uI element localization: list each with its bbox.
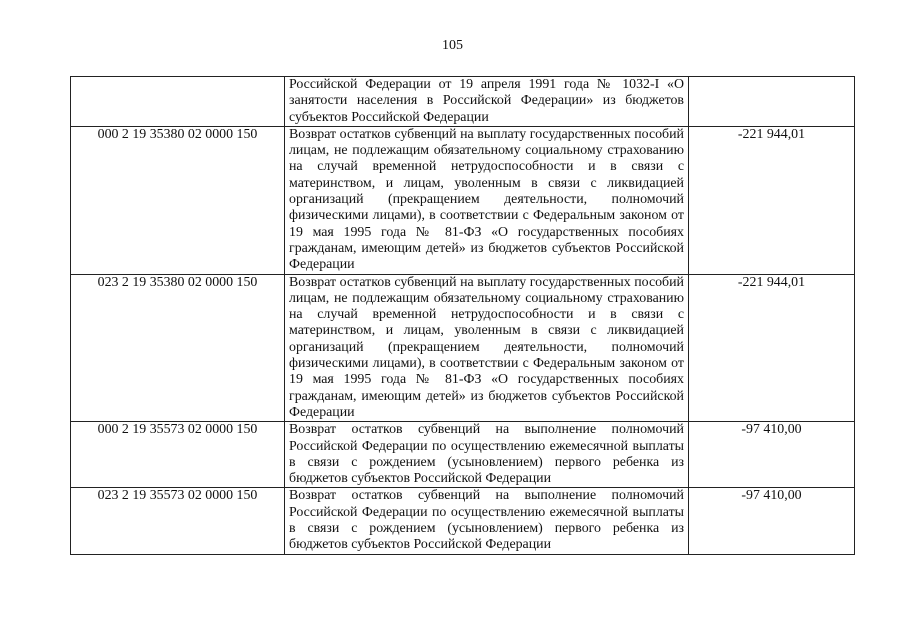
table-row (71, 274, 855, 422)
budget-code-cell: 000 2 19 35573 02 0000 150 (71, 422, 285, 488)
amount-cell: -97 410,00 (689, 488, 855, 554)
table-row (71, 422, 855, 488)
budget-code-cell: 023 2 19 35380 02 0000 150 (71, 274, 285, 422)
description-cell: Возврат остатков субвенций на выполнение полномочий Российской Федерации по осуществлению ежемесячной выплаты в связи с рождением (усыновлением) первого ребенка из бюджетов субъектов Российской Федерации (285, 422, 689, 488)
budget-code-cell: 023 2 19 35573 02 0000 150 (71, 488, 285, 554)
budget-code-cell (71, 77, 285, 127)
budget-table (70, 76, 855, 555)
table-row (71, 126, 855, 274)
description-cell: Российской Федерации от 19 апреля 1991 года № 1032-I «О занятости населения в Российской Федерации» из бюджетов субъектов Российской Федерации (285, 77, 689, 127)
amount-cell: -221 944,01 (689, 274, 855, 422)
description-cell: Возврат остатков субвенций на выплату государственных пособий лицам, не подлежащим обязательному социальному страхованию на случай временной нетрудоспособности и в связи с материнством, и лицам, уволенным в связи с ликвидацией организаций (прекращением деятельности, полномочий физическими лицами), в соответствии с Федеральным законом от 19 мая 1995 года № 81-ФЗ «О государственных пособиях гражданам, имеющим детей» из бюджетов субъектов Российской Федерации (285, 126, 689, 274)
description-cell: Возврат остатков субвенций на выполнение полномочий Российской Федерации по осуществлению ежемесячной выплаты в связи с рождением (усыновлением) первого ребенка из бюджетов субъектов Российской Федерации (285, 488, 689, 554)
description-cell: Возврат остатков субвенций на выплату государственных пособий лицам, не подлежащим обязательному социальному страхованию на случай временной нетрудоспособности и в связи с материнством, и лицам, уволенным в связи с ликвидацией организаций (прекращением деятельности, полномочий физическими лицами), в соответствии с Федеральным законом от 19 мая 1995 года № 81-ФЗ «О государственных пособиях гражданам, имеющим детей» из бюджетов субъектов Российской Федерации (285, 274, 689, 422)
amount-cell (689, 77, 855, 127)
budget-code-cell: 000 2 19 35380 02 0000 150 (71, 126, 285, 274)
page-number: 105 (442, 38, 463, 53)
amount-cell: -97 410,00 (689, 422, 855, 488)
table-row (71, 77, 855, 127)
amount-cell: -221 944,01 (689, 126, 855, 274)
table-row (71, 488, 855, 554)
